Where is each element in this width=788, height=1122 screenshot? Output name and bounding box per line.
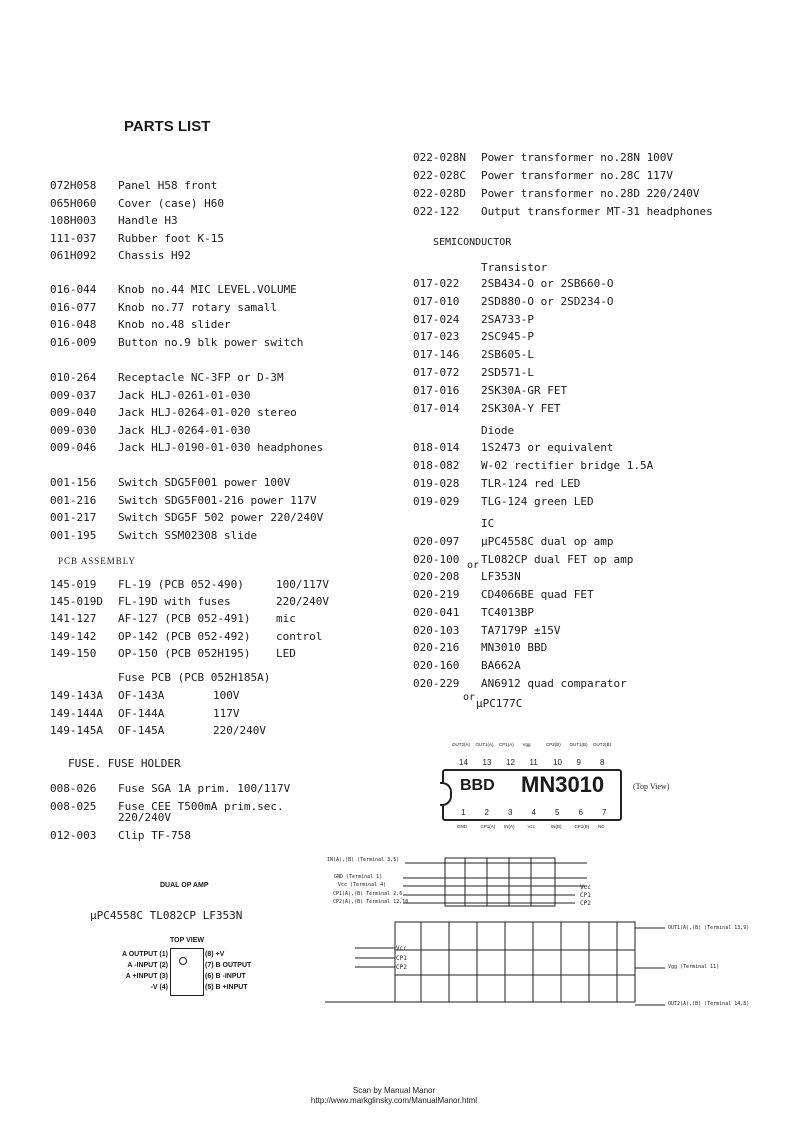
part-number: 010-264 <box>50 371 97 384</box>
part-description: Power transformer no.28D 220/240V <box>481 187 700 200</box>
part-number: 001-216 <box>50 493 97 507</box>
pin-number: 2 <box>484 808 489 817</box>
part-number: 020-160 <box>413 658 460 672</box>
part-description: Switch SSM02308 slide <box>118 528 258 542</box>
part-note: 100/117V <box>276 578 329 591</box>
part-description: Output transformer MT-31 headphones <box>481 205 713 218</box>
part-number: 111-037 <box>50 231 97 245</box>
part-description: 1S2473 or equivalent <box>481 441 614 454</box>
part-number: 149-142 <box>50 629 97 643</box>
pcb-heading: PCB ASSEMBLY <box>58 556 136 566</box>
pin1-dot <box>179 957 187 965</box>
part-number: 020-216 <box>413 641 460 655</box>
part-description: TLR-124 red LED <box>481 477 581 490</box>
part-number: 016-009 <box>50 335 97 349</box>
part-number: 001-156 <box>50 476 97 489</box>
part-description: 2SK30A-Y FET <box>481 401 561 415</box>
op-amp-top-view: TOP VIEW <box>170 937 204 944</box>
part-description: 2SC945-P <box>481 330 534 344</box>
vgg-label: Vgg (Terminal 11) <box>668 964 720 970</box>
part-number: 017-024 <box>413 312 460 326</box>
part-number: 072H058 <box>50 179 97 192</box>
pin-number: 9 <box>576 758 581 767</box>
scan-credit-url: http://www.markglinsky.com/ManualManor.html <box>310 1096 478 1105</box>
part-description: Rubber foot K-15 <box>118 231 224 245</box>
cp2-right: CP2 <box>580 900 591 907</box>
diode-heading: Diode <box>481 424 515 437</box>
part-description: 2SK30A-GR FET <box>481 383 568 397</box>
part-number: 008-025 <box>50 800 97 813</box>
cp2-label: CP2(A),(B) Terminal 12,10 <box>333 899 409 905</box>
pin-label: OUT1(B) <box>569 742 588 747</box>
pin-label: GND <box>457 824 467 829</box>
part-description: Panel H58 front <box>118 179 218 192</box>
part-note: 220/240V <box>118 811 171 824</box>
part-description: Switch SDG5F001 power 100V <box>118 476 291 489</box>
part-description: 2SB434-O or 2SB660-O <box>481 277 614 290</box>
part-number: 019-029 <box>413 495 460 508</box>
cp1-left: CP1 <box>396 955 407 962</box>
part-note: mic <box>276 612 296 626</box>
part-number: 149-145A <box>50 724 103 737</box>
mn3010-name: MN3010 <box>521 772 605 797</box>
page-title: PARTS LIST <box>124 118 211 135</box>
pin-number: 3 <box>508 808 513 817</box>
fuse-pcb-heading: Fuse PCB (PCB 052H185A) <box>118 671 271 684</box>
part-number: 020-208 <box>413 570 460 584</box>
top-view-label: (Top View) <box>633 782 670 791</box>
part-number: 018-014 <box>413 441 460 454</box>
part-description: FL-19D with fuses <box>118 595 231 609</box>
or-label: or <box>467 560 480 571</box>
part-number: 012-003 <box>50 829 97 842</box>
part-description: OP-150 (PCB 052H195) <box>118 646 251 660</box>
part-number: 016-048 <box>50 318 97 331</box>
part-description: Jack HLJ-0264-01-030 <box>118 423 251 437</box>
op-amp-left-pin: -V (4) <box>150 984 168 991</box>
part-description: LF353N <box>481 570 521 584</box>
bbd-stage-box <box>395 922 635 1002</box>
part-description: Knob no.44 MIC LEVEL.VOLUME <box>118 283 297 296</box>
part-description: 2SA733-P <box>481 312 534 326</box>
part-description: TA7179P ±15V <box>481 623 561 637</box>
part-number: 017-016 <box>413 383 460 397</box>
pin-label: Vcc <box>527 824 536 829</box>
op-amp-chip-body <box>170 948 204 996</box>
part-number: 061H092 <box>50 249 97 262</box>
part-number: 022-028C <box>413 169 466 182</box>
pin-label: OUT2(A) <box>452 742 470 747</box>
pin-label: CP1(A) <box>480 824 496 829</box>
pin-number: 4 <box>531 808 536 817</box>
part-description: TL082CP dual FET op amp <box>481 552 634 566</box>
scan-credit: Scan by Manual Manor <box>352 1086 436 1095</box>
part-description: TLG-124 green LED <box>481 495 594 508</box>
transistor-heading: Transistor <box>481 261 548 274</box>
part-number: 009-046 <box>50 441 97 454</box>
part-description: Jack HLJ-0264-01-020 stereo <box>118 406 297 419</box>
pin-number: 13 <box>482 758 492 767</box>
part-description: 2SD880-O or 2SD234-O <box>481 294 614 308</box>
part-number: 145-019D <box>50 595 103 609</box>
part-note: 220/240V <box>276 595 329 609</box>
part-number: 016-077 <box>50 300 97 314</box>
part-number: 022-122 <box>413 205 460 218</box>
part-number: 149-150 <box>50 646 97 660</box>
part-number: 022-028N <box>413 151 466 164</box>
input-stage-box <box>445 858 555 906</box>
part-description: TC4013BP <box>481 605 534 619</box>
part-number: 009-037 <box>50 388 97 402</box>
part-description: 2SD571-L <box>481 366 534 379</box>
part-description: Fuse SGA 1A prim. 100/117V <box>118 782 291 795</box>
vcc-right: Vcc <box>580 884 591 891</box>
pin-label: IN(B) <box>551 824 562 829</box>
pin-label: CP1(B) <box>574 824 590 829</box>
pin-number: 14 <box>459 758 468 767</box>
part-description: AN6912 quad comparator <box>481 676 627 690</box>
fuse-heading: FUSE. FUSE HOLDER <box>68 757 181 770</box>
op-amp-right-pin: (5) B +INPUT <box>205 984 248 991</box>
part-number: 018-082 <box>413 459 460 472</box>
part-description: Knob no.48 slider <box>118 318 231 331</box>
out1-label: OUT1(A),(B) (Terminal 13,9) <box>668 925 750 931</box>
vcc-label: Vcc (Terminal 4) <box>338 882 387 888</box>
part-number: 020-041 <box>413 605 460 619</box>
part-description: BA662A <box>481 658 521 672</box>
part-number: 019-028 <box>413 477 460 490</box>
part-description: Jack HLJ-0190-01-030 headphones <box>118 441 324 454</box>
pin-label: IN(A) <box>504 824 515 829</box>
part-number: 009-040 <box>50 406 97 419</box>
part-description: Power transformer no.28C 117V <box>481 169 674 182</box>
part-number: 020-229 <box>413 676 460 690</box>
cp1-label: CP1(A),(B) Terminal 2,6 <box>333 891 403 897</box>
part-number: 017-014 <box>413 401 460 415</box>
part-description: CD4066BE quad FET <box>481 588 594 602</box>
part-description: Power transformer no.28N 100V <box>481 151 674 164</box>
part-description: µPC4558C dual op amp <box>481 535 614 548</box>
part-note: 100V <box>213 689 240 702</box>
part-number: 022-028D <box>413 187 466 200</box>
part-description: Receptacle NC-3FP or D-3M <box>118 371 284 384</box>
part-number: 020-097 <box>413 535 460 548</box>
op-amp-right-pin: (7) B OUTPUT <box>205 962 252 969</box>
part-number: 020-103 <box>413 623 460 637</box>
dual-op-amp-parts: µPC4558C TL082CP LF353N <box>90 909 243 922</box>
part-number: 016-044 <box>50 283 97 296</box>
bbd-label: BBD <box>460 777 495 794</box>
upc177-part: µPC177C <box>476 697 523 710</box>
pin-number: 10 <box>553 758 562 767</box>
op-amp-left-pin: A OUTPUT (1) <box>121 951 168 958</box>
part-description: 2SB605-L <box>481 348 534 362</box>
part-number: 020-100 <box>413 552 460 566</box>
part-number: 145-019 <box>50 578 97 591</box>
op-amp-left-pin: A -INPUT (2) <box>127 962 168 969</box>
pin-number: 6 <box>578 808 583 817</box>
part-number: 017-146 <box>413 348 460 362</box>
pin-label: Vgg <box>522 742 531 747</box>
pin-label: NC <box>598 824 605 829</box>
pin-label: OUT2(B) <box>593 742 611 747</box>
part-number: 001-217 <box>50 511 97 524</box>
cp1-right: CP1 <box>580 892 591 899</box>
pin-number: 7 <box>602 808 607 817</box>
dual-op-amp-title: DUAL OP AMP <box>160 882 209 889</box>
pin-number: 11 <box>529 758 538 767</box>
ic-heading: IC <box>481 517 495 530</box>
bbd-block-diagram <box>325 850 745 1020</box>
part-description: OF-145A <box>118 724 165 737</box>
part-note: 117V <box>213 706 240 720</box>
part-description: Knob no.77 rotary samall <box>118 300 277 314</box>
part-description: Button no.9 blk power switch <box>118 335 304 349</box>
pin-number: 12 <box>506 758 515 767</box>
part-number: 017-022 <box>413 277 460 290</box>
part-number: 141-127 <box>50 612 97 626</box>
pin-number: 1 <box>461 808 466 817</box>
part-number: 008-026 <box>50 782 97 795</box>
part-number: 020-219 <box>413 588 460 602</box>
part-description: OP-142 (PCB 052-492) <box>118 629 251 643</box>
part-description: Jack HLJ-0261-01-030 <box>118 388 251 402</box>
part-note: LED <box>276 646 296 660</box>
part-number: 149-144A <box>50 706 103 720</box>
or-label-2: or <box>463 692 476 703</box>
out2-label: OUT2(A),(B) (Terminal 14,8) <box>668 1001 750 1007</box>
part-number: 009-030 <box>50 423 97 437</box>
part-description: Chassis H92 <box>118 249 191 262</box>
part-note: control <box>276 629 323 643</box>
part-number: 065H060 <box>50 196 97 210</box>
part-number: 149-143A <box>50 689 103 702</box>
part-description: OF-144A <box>118 706 165 720</box>
part-description: OF-143A <box>118 689 165 702</box>
part-description: MN3010 BBD <box>481 641 548 655</box>
gnd-label: GND (Terminal 1) <box>334 874 383 880</box>
part-description: Switch SDG5F 502 power 220/240V <box>118 511 324 524</box>
part-number: 108H003 <box>50 214 97 227</box>
semiconductor-heading: SEMICONDUCTOR <box>433 237 512 248</box>
op-amp-left-pin: A +INPUT (3) <box>125 973 168 980</box>
vcc-left: Vcc <box>396 945 407 952</box>
part-number: 017-023 <box>413 330 460 344</box>
part-description: Switch SDG5F001-216 power 117V <box>118 493 317 507</box>
part-description: AF-127 (PCB 052-491) <box>118 612 251 626</box>
part-description: W-02 rectifier bridge 1.5A <box>481 459 654 472</box>
pin-label: CP2(B) <box>546 742 561 747</box>
in-label: IN(A),(B) (Terminal 3,5) <box>327 857 400 863</box>
op-amp-right-pin: (6) B -INPUT <box>205 973 246 980</box>
part-description: Clip TF-758 <box>118 829 191 842</box>
part-note: 220/240V <box>213 724 266 737</box>
part-number: 017-010 <box>413 294 460 308</box>
part-description: FL-19 (PCB 052-490) <box>118 578 244 591</box>
pin-label: OUT1(A) <box>475 742 494 747</box>
pin-label: CP1(A) <box>499 742 514 747</box>
pin-number: 8 <box>600 758 605 767</box>
part-number: 001-195 <box>50 528 97 542</box>
pin-number: 5 <box>555 808 560 817</box>
part-description: Cover (case) H60 <box>118 196 224 210</box>
part-number: 017-072 <box>413 366 460 379</box>
cp2-left: CP2 <box>396 964 407 971</box>
part-description: Fuse CEE T500mA prim.sec. <box>118 800 284 813</box>
part-description: Handle H3 <box>118 214 178 227</box>
op-amp-right-pin: (8) +V <box>205 951 225 958</box>
